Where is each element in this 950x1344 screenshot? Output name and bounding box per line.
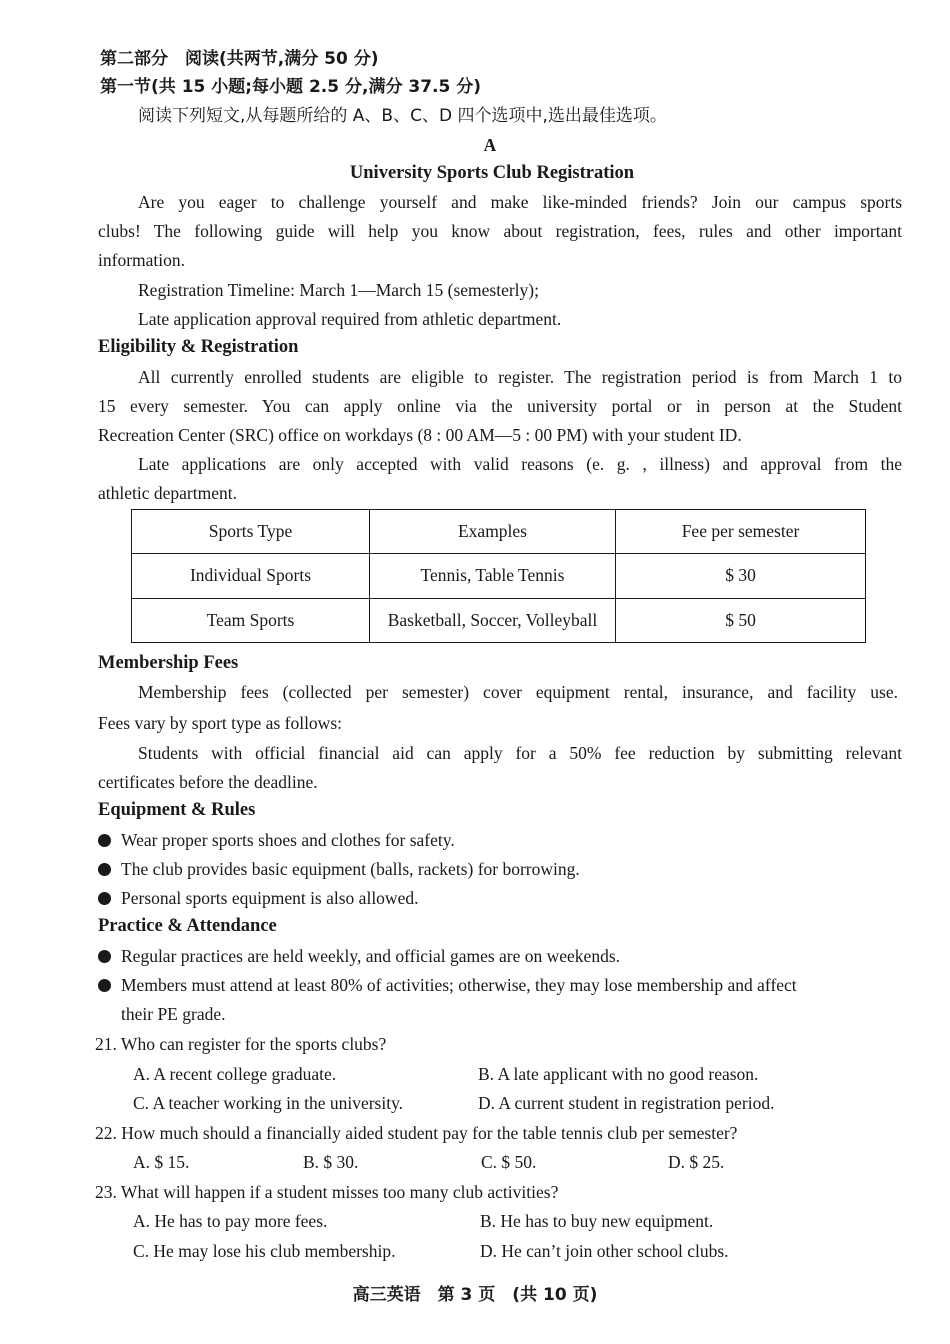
- option-a[interactable]: A. $ 15.: [133, 1152, 190, 1172]
- bullet-icon: [98, 863, 111, 876]
- option-c[interactable]: C. $ 50.: [481, 1152, 537, 1172]
- equipment-heading: Equipment & Rules: [98, 800, 256, 820]
- table-cell: Team Sports: [132, 598, 370, 642]
- passage-letter: A: [483, 135, 497, 155]
- option-a[interactable]: A. A recent college graduate.: [133, 1064, 337, 1084]
- intro-line-2: clubs! The following guide will help you know about registration, fees, rules and other important: [98, 221, 902, 241]
- eligibility-p2-line-1: Late applications are only accepted with valid reasons (e. g. , illness) and approval from the: [138, 454, 902, 474]
- bullet-icon: [98, 950, 111, 963]
- eligibility-p1-line-3: Recreation Center (SRC) office on workdays (8 : 00 AM—5 : 00 PM) with your student ID.: [98, 425, 742, 445]
- list-item: The club provides basic equipment (balls, rackets) for borrowing.: [98, 856, 580, 882]
- list-item: Personal sports equipment is also allowed.: [98, 885, 418, 911]
- question-stem: 22. How much should a financially aided student pay for the table tennis club per semester?: [95, 1123, 738, 1143]
- table-cell: Tennis, Table Tennis: [370, 554, 616, 598]
- bullet-icon: [98, 834, 111, 847]
- table-header-row: [132, 510, 866, 554]
- table-row: [132, 598, 866, 642]
- table-header-cell: Fee per semester: [616, 510, 866, 554]
- option-b[interactable]: B. $ 30.: [303, 1152, 359, 1172]
- fees-p1-line-2: Fees vary by sport type as follows:: [98, 713, 342, 733]
- option-b[interactable]: B. A late applicant with no good reason.: [478, 1064, 759, 1084]
- option-c[interactable]: C. A teacher working in the university.: [133, 1093, 404, 1113]
- list-item-continuation: their PE grade.: [121, 1004, 226, 1024]
- intro-line-3: information.: [98, 250, 185, 270]
- eligibility-p1-line-1: All currently enrolled students are eligible to register. The registration period is from March 1 to: [138, 367, 902, 387]
- fees-heading: Membership Fees: [98, 653, 239, 673]
- list-item: Wear proper sports shoes and clothes for safety.: [98, 827, 455, 853]
- instruction: 阅读下列短文,从每题所给的 A、B、C、D 四个选项中,选出最佳选项。: [138, 106, 667, 126]
- fees-p2-line-2: certificates before the deadline.: [98, 772, 318, 792]
- option-d[interactable]: D. $ 25.: [668, 1152, 725, 1172]
- page-footer: 高三英语 第 3 页 (共 10 页): [352, 1285, 598, 1305]
- option-d[interactable]: D. He can’t join other school clubs.: [480, 1241, 729, 1261]
- passage-title: University Sports Club Registration: [349, 163, 635, 183]
- question-stem: 23. What will happen if a student misses too many club activities?: [95, 1182, 559, 1202]
- eligibility-p2-line-2: athletic department.: [98, 483, 237, 503]
- bullet-icon: [98, 979, 111, 992]
- fees-p2-line-1: Students with official financial aid can apply for a 50% fee reduction by submitting relevant: [138, 743, 902, 763]
- option-c[interactable]: C. He may lose his club membership.: [133, 1241, 396, 1261]
- question-stem: 21. Who can register for the sports clubs?: [95, 1034, 387, 1054]
- option-b[interactable]: B. He has to buy new equipment.: [480, 1211, 714, 1231]
- eligibility-heading: Eligibility & Registration: [98, 337, 299, 357]
- list-item: Regular practices are held weekly, and official games are on weekends.: [98, 943, 620, 969]
- late-line: Late application approval required from athletic department.: [138, 309, 562, 329]
- section-title: 第一节(共 15 小题;每小题 2.5 分,满分 37.5 分): [100, 77, 482, 97]
- table-cell: $ 30: [616, 554, 866, 598]
- list-item: Members must attend at least 80% of activities; otherwise, they may lose membership and affect: [98, 972, 902, 998]
- table-header-cell: Sports Type: [132, 510, 370, 554]
- part-title: 第二部分 阅读(共两节,满分 50 分): [100, 49, 379, 69]
- table-cell: $ 50: [616, 598, 866, 642]
- fee-table: [131, 509, 866, 643]
- eligibility-p1-line-2: 15 every semester. You can apply online via the university portal or in person at the Student: [98, 396, 902, 416]
- option-a[interactable]: A. He has to pay more fees.: [133, 1211, 328, 1231]
- table-header-cell: Examples: [370, 510, 616, 554]
- option-d[interactable]: D. A current student in registration period.: [478, 1093, 775, 1113]
- bullet-icon: [98, 892, 111, 905]
- fees-p1-line-1: Membership fees (collected per semester) cover equipment rental, insurance, and facility use.: [138, 682, 898, 702]
- intro-line-1: Are you eager to challenge yourself and make like-minded friends? Join our campus sports: [138, 192, 902, 212]
- table-cell: Basketball, Soccer, Volleyball: [370, 598, 616, 642]
- table-row: [132, 554, 866, 598]
- timeline-line: Registration Timeline: March 1—March 15 (semesterly);: [138, 280, 539, 300]
- table-cell: Individual Sports: [132, 554, 370, 598]
- practice-heading: Practice & Attendance: [98, 916, 277, 936]
